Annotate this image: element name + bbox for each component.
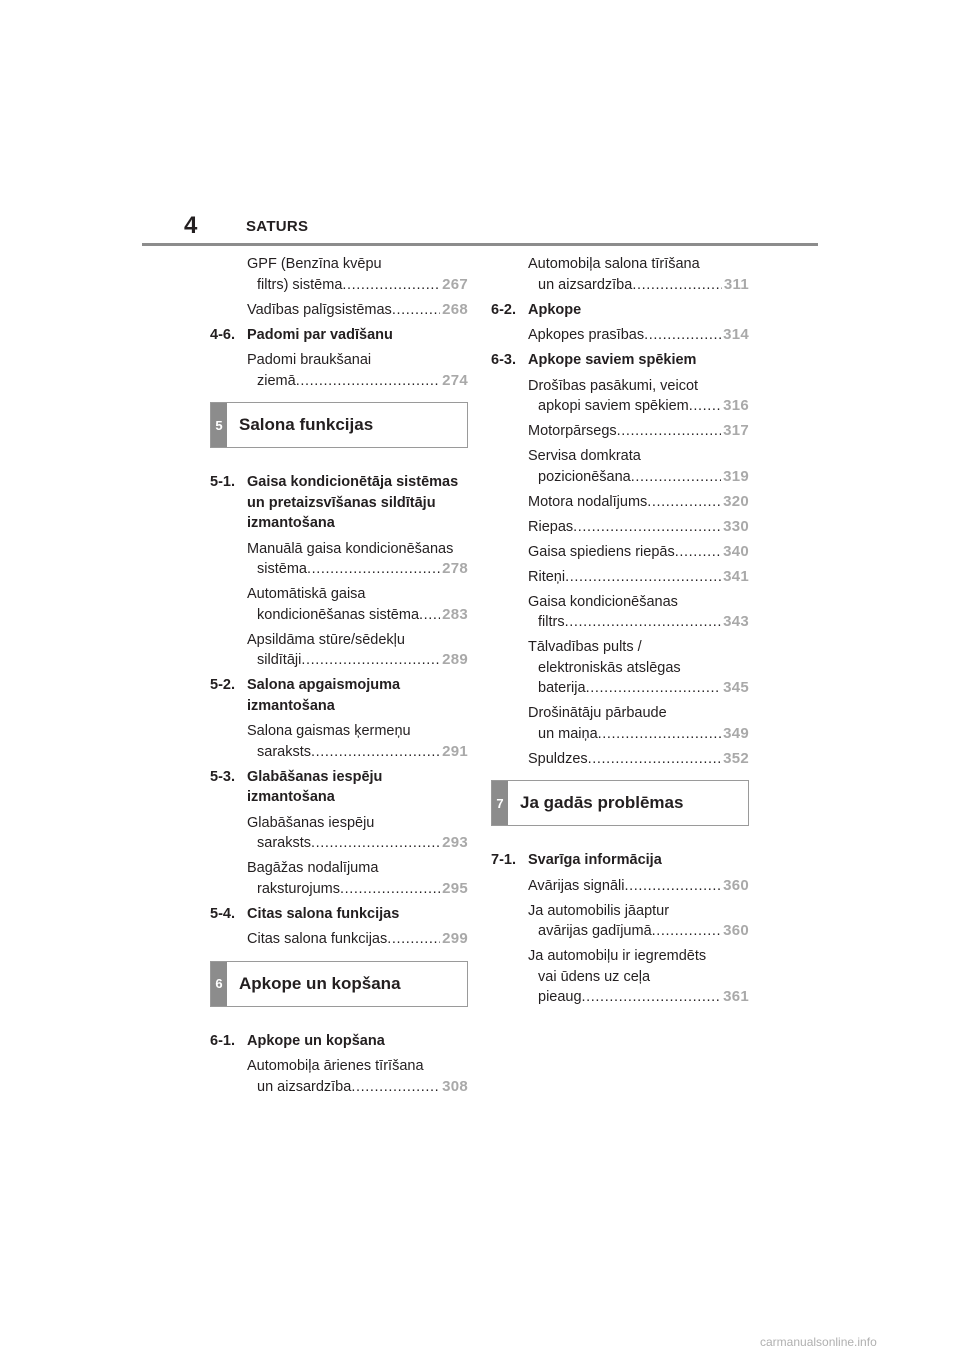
page-ref[interactable]: 317 bbox=[723, 422, 749, 439]
toc-entry-line: Automobiļa ārienes tīrīšana bbox=[247, 1058, 424, 1074]
toc-entry-text bbox=[528, 703, 749, 744]
toc-entry[interactable] bbox=[210, 1056, 468, 1097]
dot-leader bbox=[392, 300, 440, 321]
toc-entry-label: filtrs) sistēma bbox=[257, 276, 343, 293]
toc-entry-text bbox=[247, 584, 468, 625]
toc-entry-text bbox=[528, 492, 749, 513]
toc-entry-text bbox=[528, 592, 749, 633]
section-number: 6-1. bbox=[210, 1032, 235, 1049]
toc-entry-text bbox=[528, 254, 749, 295]
dot-leader bbox=[588, 749, 721, 770]
chapter-number-tab: 7 bbox=[492, 781, 508, 825]
toc-entry-label: Motora nodalījums bbox=[528, 493, 648, 510]
toc-entry[interactable] bbox=[491, 592, 749, 633]
dot-leader bbox=[675, 542, 721, 563]
watermark: carmanualsonline.info bbox=[760, 1335, 877, 1349]
toc-entry-lastline bbox=[247, 650, 468, 671]
toc-right-column bbox=[491, 254, 749, 1012]
toc-entry-text bbox=[247, 1056, 468, 1097]
dot-leader bbox=[340, 879, 440, 900]
section-title: Svarīga informācija bbox=[528, 852, 662, 868]
toc-entry-lastline bbox=[528, 517, 749, 538]
dot-leader bbox=[351, 1077, 440, 1098]
page-ref[interactable]: 341 bbox=[723, 567, 749, 585]
dot-leader bbox=[652, 921, 721, 942]
section-heading bbox=[210, 767, 468, 808]
toc-entry[interactable] bbox=[491, 517, 749, 538]
page-ref[interactable]: 352 bbox=[723, 749, 749, 767]
toc-entry[interactable] bbox=[210, 584, 468, 625]
toc-entry-lastline bbox=[247, 833, 468, 854]
toc-entry-lastline bbox=[528, 612, 749, 633]
toc-entry-text bbox=[247, 539, 468, 580]
toc-entry-text bbox=[528, 376, 749, 417]
dot-leader bbox=[632, 275, 722, 296]
toc-entry-line: Drošības pasākumi, veicot bbox=[528, 377, 699, 394]
toc-entry-lastline bbox=[528, 325, 749, 346]
toc-entry-text bbox=[247, 350, 468, 391]
section-number: 5-1. bbox=[210, 474, 235, 490]
toc-entry-lastline bbox=[247, 879, 468, 900]
toc-entry-text bbox=[528, 325, 749, 346]
toc-entry-text bbox=[247, 300, 468, 321]
toc-entry[interactable] bbox=[491, 749, 749, 770]
chapter-header bbox=[210, 961, 468, 1007]
toc-entry-text bbox=[247, 858, 468, 899]
page-ref[interactable]: 345 bbox=[723, 679, 749, 696]
page-ref[interactable]: 293 bbox=[442, 834, 468, 851]
page-ref[interactable]: 289 bbox=[442, 651, 468, 668]
chapter-title: Apkope un kopšana bbox=[239, 973, 401, 993]
toc-entry-line: Manuālā gaisa kondicionēšanas bbox=[247, 540, 454, 557]
page-ref[interactable]: 268 bbox=[442, 300, 468, 318]
toc-entry-line: Ja automobilis jāaptur bbox=[528, 902, 670, 919]
section-number: 6-2. bbox=[491, 301, 516, 318]
toc-entry-line: Servisa domkrata bbox=[528, 448, 641, 464]
toc-entry-lastline bbox=[528, 542, 749, 563]
toc-entry-label: kondicionēšanas sistēma bbox=[257, 606, 420, 623]
toc-entry-line: vai ūdens uz ceļa bbox=[538, 968, 651, 985]
toc-entry-text bbox=[247, 813, 468, 854]
toc-entry[interactable] bbox=[491, 542, 749, 563]
toc-entry-text bbox=[528, 542, 749, 563]
toc-entry[interactable] bbox=[210, 813, 468, 854]
dot-leader bbox=[573, 517, 721, 538]
toc-entry[interactable] bbox=[491, 254, 749, 295]
toc-entry-lastline bbox=[528, 987, 749, 1008]
toc-entry-lastline bbox=[247, 605, 468, 626]
toc-entry-lastline bbox=[528, 678, 749, 699]
section-heading bbox=[491, 350, 749, 371]
page-ref[interactable]: 274 bbox=[442, 371, 468, 389]
toc-entry-lastline bbox=[528, 921, 749, 942]
page-ref[interactable]: 311 bbox=[723, 275, 749, 293]
toc-entry-label: pieaug bbox=[538, 989, 582, 1005]
toc-entry[interactable] bbox=[491, 946, 749, 1008]
toc-entry-text bbox=[528, 901, 749, 942]
toc-entry[interactable] bbox=[491, 901, 749, 942]
section-heading bbox=[491, 300, 749, 321]
page-title: SATURS bbox=[246, 218, 309, 235]
page-number: 4 bbox=[184, 212, 198, 239]
section-title: Padomi par vadīšanu bbox=[247, 326, 393, 343]
toc-entry-label: un aizsardzība bbox=[257, 1078, 352, 1095]
toc-entry-lastline bbox=[247, 559, 468, 580]
toc-entry[interactable] bbox=[491, 567, 749, 588]
toc-entry-lastline bbox=[528, 876, 749, 897]
toc-entry-text bbox=[528, 517, 749, 538]
toc-entry-lastline bbox=[528, 467, 749, 488]
page-ref[interactable]: 320 bbox=[723, 492, 749, 510]
page-ref[interactable]: 299 bbox=[442, 930, 468, 947]
toc-entry-line: Padomi braukšanai bbox=[247, 352, 372, 368]
section-number: 5-2. bbox=[210, 677, 235, 693]
toc-entry[interactable] bbox=[491, 421, 749, 442]
toc-entry-lastline bbox=[247, 300, 468, 321]
header-rule bbox=[142, 243, 818, 246]
section-title: Glabāšanas iespēju izmantošana bbox=[247, 768, 383, 805]
chapter-header bbox=[210, 402, 468, 448]
section-number: 6-3. bbox=[491, 352, 516, 368]
dot-leader bbox=[311, 742, 440, 763]
toc-entry-lastline bbox=[528, 749, 749, 770]
toc-entry-lastline bbox=[528, 421, 749, 442]
section-heading bbox=[210, 675, 468, 716]
dot-leader bbox=[624, 876, 721, 897]
toc-entry[interactable] bbox=[210, 300, 468, 321]
page-ref[interactable]: 314 bbox=[723, 326, 749, 343]
dot-leader bbox=[419, 605, 440, 626]
toc-entry[interactable] bbox=[210, 858, 468, 899]
toc-entry-label: un maiņa bbox=[538, 725, 598, 742]
section-number: 7-1. bbox=[491, 852, 516, 868]
toc-entry-label: sistēma bbox=[257, 561, 307, 577]
section-heading bbox=[491, 850, 749, 871]
toc-entry-label: baterija bbox=[538, 680, 586, 696]
page-ref[interactable]: 283 bbox=[442, 605, 468, 623]
toc-entry-line: GPF (Benzīna kvēpu bbox=[247, 256, 382, 272]
dot-leader bbox=[565, 612, 721, 633]
toc-entry-label: Spuldzes bbox=[528, 750, 588, 767]
dot-leader bbox=[647, 492, 721, 513]
toc-entry-lastline bbox=[528, 724, 749, 745]
toc-entry-label: apkopi saviem spēkiem bbox=[538, 398, 689, 414]
toc-entry-label: saraksts bbox=[257, 743, 311, 760]
page-ref[interactable]: 343 bbox=[723, 613, 749, 630]
toc-entry[interactable] bbox=[491, 325, 749, 346]
toc-entry[interactable] bbox=[210, 630, 468, 671]
page-ref[interactable]: 316 bbox=[723, 397, 749, 414]
toc-entry-label: Motorpārsegs bbox=[528, 423, 617, 439]
section-number: 5-3. bbox=[210, 768, 235, 785]
chapter-number-tab: 6 bbox=[211, 962, 227, 1006]
toc-entry[interactable] bbox=[210, 254, 468, 295]
toc-entry-lastline bbox=[247, 1077, 468, 1098]
toc-entry-text bbox=[528, 637, 749, 699]
page-ref[interactable]: 361 bbox=[723, 988, 749, 1005]
dot-leader bbox=[307, 559, 440, 580]
toc-entry-text bbox=[528, 446, 749, 487]
toc-entry-lastline bbox=[528, 492, 749, 513]
chapter-title: Ja gadās problēmas bbox=[520, 793, 684, 812]
toc-entry-line: Apsildāma stūre/sēdekļu bbox=[247, 631, 405, 648]
toc-entry-label: Vadības palīgsistēmas bbox=[247, 301, 392, 318]
section-title: Apkope bbox=[528, 301, 582, 318]
toc-entry-text bbox=[528, 749, 749, 770]
toc-entry-line: Ja automobiļu ir iegremdēts bbox=[528, 948, 707, 964]
page-ref[interactable]: 319 bbox=[723, 467, 749, 485]
toc-entry-text bbox=[247, 630, 468, 671]
toc-entry[interactable] bbox=[491, 446, 749, 487]
toc-entry-label: Avārijas signāli bbox=[528, 877, 625, 894]
section-heading bbox=[210, 1031, 468, 1052]
dot-leader bbox=[644, 325, 721, 346]
toc-entry-lastline bbox=[247, 275, 468, 296]
toc-entry-text bbox=[247, 929, 468, 950]
toc-entry-line: Tālvadības pults / bbox=[528, 639, 642, 655]
toc-entry-line: Bagāžas nodalījuma bbox=[247, 860, 379, 876]
toc-entry-label: Apkopes prasības bbox=[528, 327, 645, 343]
section-title: Salona apgaismojuma izmantošana bbox=[247, 677, 401, 714]
toc-entry-label: filtrs bbox=[538, 614, 565, 630]
toc-entry-line: Drošinātāju pārbaude bbox=[528, 705, 667, 721]
dot-leader bbox=[311, 833, 440, 854]
section-heading bbox=[210, 904, 468, 925]
page-ref[interactable]: 340 bbox=[723, 542, 749, 560]
dot-leader bbox=[582, 987, 722, 1008]
page-ref[interactable]: 360 bbox=[723, 876, 749, 894]
page-ref[interactable]: 308 bbox=[442, 1077, 468, 1095]
toc-entry[interactable] bbox=[491, 376, 749, 417]
page-ref[interactable]: 278 bbox=[442, 560, 468, 577]
toc-entry-line: Glabāšanas iespēju bbox=[247, 814, 375, 831]
toc-entry[interactable] bbox=[210, 539, 468, 580]
toc-entry-label: raksturojums bbox=[257, 880, 340, 897]
dot-leader bbox=[689, 396, 721, 417]
toc-entry-label: Riepas bbox=[528, 518, 574, 535]
dot-leader bbox=[342, 275, 440, 296]
toc-entry-label: sildītāji bbox=[257, 652, 302, 668]
toc-entry-label: pozicionēšana bbox=[538, 468, 631, 485]
toc-entry-lastline bbox=[528, 275, 749, 296]
section-number: 5-4. bbox=[210, 905, 235, 922]
page-ref[interactable]: 291 bbox=[442, 742, 468, 760]
toc-entry-text bbox=[528, 567, 749, 588]
dot-leader bbox=[565, 567, 721, 588]
toc-left-column bbox=[210, 254, 468, 1102]
toc-entry[interactable] bbox=[210, 721, 468, 762]
dot-leader bbox=[617, 421, 721, 442]
toc-entry-line: Automātiskā gaisa bbox=[247, 586, 366, 602]
toc-entry-text bbox=[247, 721, 468, 762]
dot-leader bbox=[301, 650, 440, 671]
toc-entry-lastline bbox=[528, 396, 749, 417]
chapter-header bbox=[491, 780, 749, 826]
section-number: 4-6. bbox=[210, 326, 235, 343]
section-title: Apkope saviem spēkiem bbox=[528, 352, 697, 368]
toc-entry-line: Automobiļa salona tīrīšana bbox=[528, 256, 700, 272]
dot-leader bbox=[631, 467, 721, 488]
toc-entry-text bbox=[247, 254, 468, 295]
section-title: Citas salona funkcijas bbox=[247, 905, 400, 922]
toc-entry-label: Riteņi bbox=[528, 568, 566, 585]
toc-entry[interactable] bbox=[491, 703, 749, 744]
toc-entry-text bbox=[528, 946, 749, 1008]
toc-entry[interactable] bbox=[491, 876, 749, 897]
toc-entry-line: elektroniskās atslēgas bbox=[538, 659, 681, 676]
chapter-number-tab: 5 bbox=[211, 403, 227, 447]
page-ref[interactable]: 330 bbox=[723, 517, 749, 535]
toc-entry-label: saraksts bbox=[257, 835, 311, 851]
dot-leader bbox=[586, 678, 722, 699]
page-ref[interactable]: 267 bbox=[442, 275, 468, 293]
section-heading bbox=[210, 325, 468, 346]
page-ref[interactable]: 349 bbox=[723, 724, 749, 742]
toc-entry-text bbox=[528, 876, 749, 897]
toc-entry-label: avārijas gadījumā bbox=[538, 923, 652, 939]
page-ref[interactable]: 295 bbox=[442, 879, 468, 897]
toc-entry[interactable] bbox=[210, 350, 468, 391]
toc-entry-lastline bbox=[528, 567, 749, 588]
toc-entry-label: Citas salona funkcijas bbox=[247, 931, 388, 947]
toc-entry[interactable] bbox=[210, 929, 468, 950]
dot-leader bbox=[598, 724, 721, 745]
toc-entry-lastline bbox=[247, 742, 468, 763]
toc-entry[interactable] bbox=[491, 492, 749, 513]
toc-entry-label: un aizsardzība bbox=[538, 276, 633, 293]
dot-leader bbox=[296, 371, 440, 392]
page-ref[interactable]: 360 bbox=[723, 922, 749, 939]
section-heading bbox=[210, 472, 468, 534]
toc-entry[interactable] bbox=[491, 637, 749, 699]
toc-entry-text bbox=[528, 421, 749, 442]
toc-entry-line: Salona gaismas ķermeņu bbox=[247, 723, 411, 739]
toc-entry-line: Gaisa kondicionēšanas bbox=[528, 593, 678, 610]
toc-entry-label: Gaisa spiediens riepās bbox=[528, 543, 675, 560]
section-title: Apkope un kopšana bbox=[247, 1032, 385, 1049]
dot-leader bbox=[387, 929, 440, 950]
chapter-title: Salona funkcijas bbox=[239, 415, 374, 434]
section-title: Gaisa kondicionētāja sistēmas un pretaizsvīšanas sildītāju izmantošana bbox=[247, 474, 459, 531]
toc-entry-lastline bbox=[247, 371, 468, 392]
toc-entry-lastline bbox=[247, 929, 468, 950]
toc-entry-label: ziemā bbox=[257, 372, 296, 389]
